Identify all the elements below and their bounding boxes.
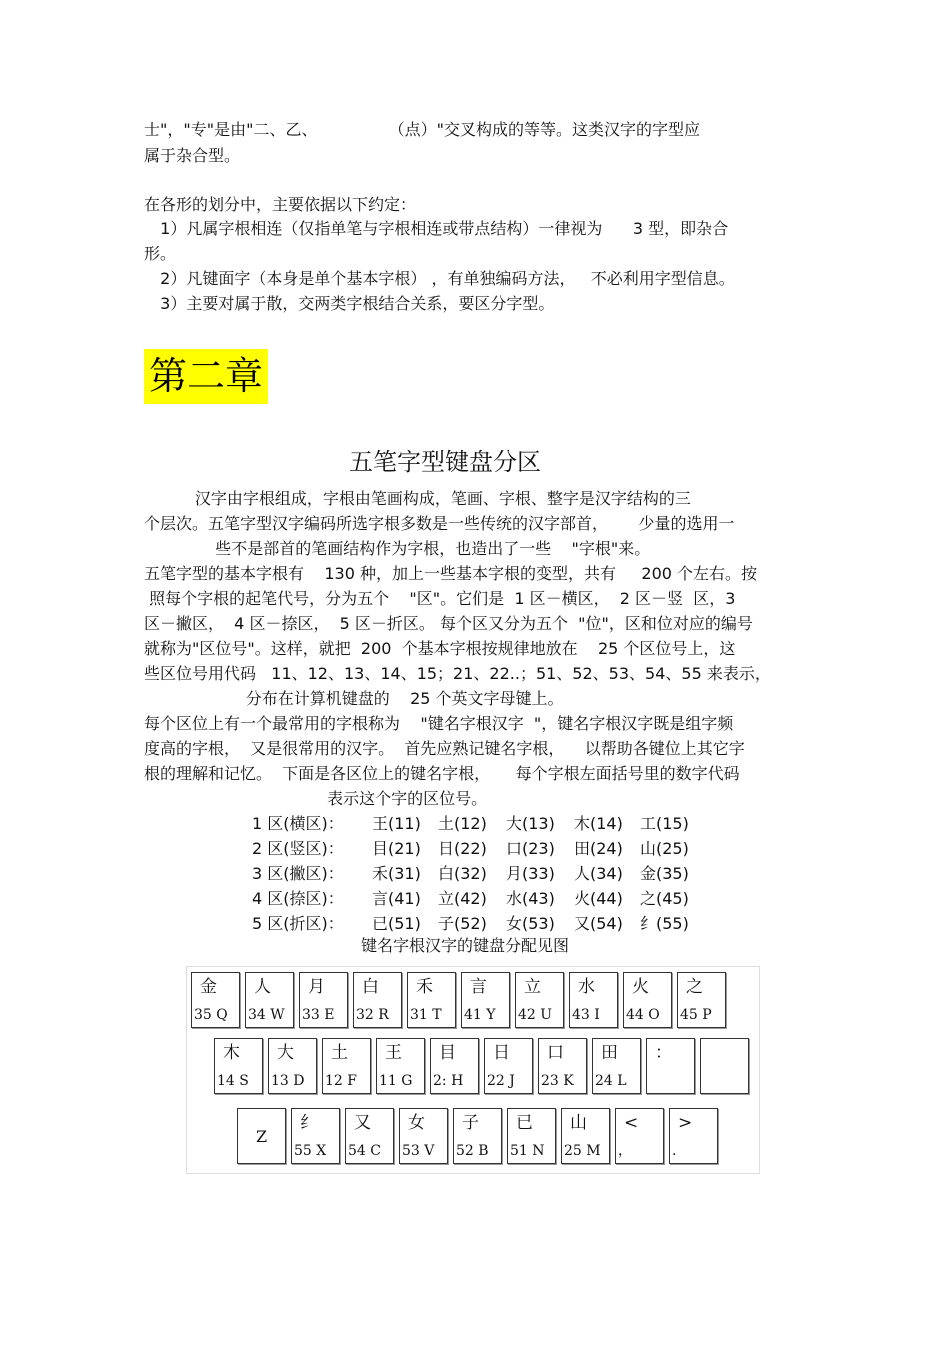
zone-root: 土(12): [438, 814, 487, 833]
key-code: 31 T: [410, 1007, 442, 1023]
body-line: 个层次。五笔字型汉字编码所选字根多数是一些传统的汉字部首， 少量的选用一: [144, 514, 735, 533]
key-code: 33 E: [302, 1007, 335, 1023]
zone-root: 之(45): [640, 889, 689, 908]
keyboard-key: [299, 972, 348, 1028]
zone-root: 已(51): [372, 914, 421, 933]
body-line: 分布在计算机键盘的 25 个英文字母键上。: [144, 689, 564, 708]
keyboard-key: [245, 972, 294, 1028]
keyboard-key: [538, 1038, 587, 1094]
zone-root: 白(32): [438, 864, 487, 883]
zone-label: 4 区(捺区)：: [252, 889, 344, 908]
key-code: Z: [255, 1127, 268, 1146]
keyboard-diagram: [186, 966, 760, 1174]
key-root: 田: [601, 1043, 618, 1063]
intro-line: 3）主要对属于散，交两类字根结合关系，要区分字型。: [150, 294, 555, 313]
key-code: 2: H: [433, 1073, 464, 1089]
keyboard-key: [507, 1108, 556, 1164]
key-root: 人: [254, 977, 271, 997]
keyboard-key: [592, 1038, 641, 1094]
zone-root: 立(42): [438, 889, 487, 908]
keyboard-key: [515, 972, 564, 1028]
key-code: 52 B: [456, 1143, 489, 1159]
zone-label: 2 区(竖区)：: [252, 839, 344, 858]
zone-root: 山(25): [640, 839, 689, 858]
keyboard-key: [669, 1108, 718, 1164]
key-root: 立: [524, 977, 541, 997]
key-code: 32 R: [356, 1007, 389, 1023]
keyboard-key: [268, 1038, 317, 1094]
key-code: .: [672, 1143, 677, 1159]
key-root: 木: [223, 1043, 240, 1063]
intro-line: 形。: [144, 244, 177, 263]
key-root: 目: [439, 1043, 456, 1063]
key-code: 34 W: [248, 1007, 285, 1023]
intro-line: 士"，"专"是由"二、乙、 （点）"交叉构成的等等。这类汉字的字型应: [144, 120, 701, 139]
keyboard-key: [569, 972, 618, 1028]
zone-root: 水(43): [506, 889, 555, 908]
intro-line: 1）凡属字根相连（仅指单笔与字根相连或带点结构）一律视为 3 型，即杂合: [150, 219, 729, 238]
keyboard-key: [615, 1108, 664, 1164]
key-root: ：: [655, 1043, 672, 1063]
keyboard-key: [453, 1108, 502, 1164]
zone-root: 纟(55): [640, 914, 689, 933]
key-code: 13 D: [271, 1073, 305, 1089]
zone-root: 又(54): [574, 914, 623, 933]
section-title: 五笔字型键盘分区: [349, 448, 541, 476]
key-root: 白: [362, 977, 379, 997]
key-root: 纟: [300, 1113, 317, 1133]
key-root: 子: [462, 1113, 479, 1133]
key-code: 54 C: [348, 1143, 381, 1159]
key-root: 大: [277, 1043, 294, 1063]
key-code: 25 M: [564, 1143, 601, 1159]
key-root: <: [624, 1113, 639, 1133]
keyboard-key: [214, 1038, 263, 1094]
body-line: 汉字由字根组成，字根由笔画构成，笔画、字根、整字是汉字结构的三: [144, 489, 691, 508]
key-root: 禾: [416, 977, 433, 997]
keyboard-key: [399, 1108, 448, 1164]
key-root: 又: [354, 1113, 371, 1133]
keyboard-key: [407, 972, 456, 1028]
keyboard-key: [700, 1038, 749, 1094]
key-root: 口: [547, 1043, 564, 1063]
body-line: 照每个字根的起笔代号，分为五个 "区"。它们是 1 区－横区， 2 区－竖 区，3: [144, 589, 736, 608]
key-code: 22 J: [487, 1073, 515, 1089]
zone-root: 木(14): [574, 814, 623, 833]
key-code: 44 O: [626, 1007, 660, 1023]
key-code: 53 V: [402, 1143, 435, 1159]
zone-root: 日(22): [438, 839, 487, 858]
key-code: 24 L: [595, 1073, 627, 1089]
zone-root: 人(34): [574, 864, 623, 883]
key-code: 42 U: [518, 1007, 553, 1023]
key-root: 水: [578, 977, 595, 997]
key-code: 35 Q: [194, 1007, 228, 1023]
body-line: 根的理解和记忆。 下面是各区位上的键名字根， 每个字根左面括号里的数字代码: [144, 764, 740, 783]
body-line: 表示这个字的区位号。: [144, 789, 488, 808]
zone-root: 子(52): [438, 914, 487, 933]
intro-line: 属于杂合型。: [144, 146, 241, 165]
zone-root: 工(15): [640, 814, 689, 833]
zone-label: 1 区(横区)：: [252, 814, 344, 833]
key-code: ，: [618, 1143, 632, 1159]
key-code: 41 Y: [464, 1007, 496, 1023]
zone-root: 言(41): [372, 889, 421, 908]
body-line: 度高的字根， 又是很常用的汉字。 首先应熟记键名字根， 以帮助各键位上其它字: [144, 739, 745, 758]
keyboard-key: [623, 972, 672, 1028]
keyboard-key: [561, 1108, 610, 1164]
keyboard-key: [376, 1038, 425, 1094]
zone-label: 3 区(撇区)：: [252, 864, 344, 883]
keyboard-key: [191, 972, 240, 1028]
key-code: 45 P: [680, 1007, 712, 1023]
key-root: >: [678, 1113, 693, 1133]
key-root: 言: [470, 977, 487, 997]
zone-root: 田(24): [574, 839, 623, 858]
keyboard-caption: 键名字根汉字的键盘分配见图: [360, 936, 569, 955]
keyboard-key: [461, 972, 510, 1028]
key-code: 12 F: [325, 1073, 357, 1089]
body-line: 些区位号用代码 11、12、13、14、15；21、22..；51、52、53、54、55 来表示，: [144, 664, 771, 683]
body-line: 些不是部首的笔画结构作为字根，也造出了一些 "字根"来。: [144, 539, 651, 558]
body-line: 五笔字型的基本字根有 130 种，加上一些基本字根的变型，共有 200 个左右。按: [144, 564, 758, 583]
key-root: 王: [385, 1043, 402, 1063]
key-root: 火: [632, 977, 649, 997]
keyboard-key: [291, 1108, 340, 1164]
key-code: 51 N: [510, 1143, 545, 1159]
zone-root: 金(35): [640, 864, 689, 883]
key-code: 55 X: [294, 1143, 327, 1159]
body-line: 每个区位上有一个最常用的字根称为 "键名字根汉字 "，键名字根汉字既是组字频: [144, 714, 734, 733]
intro-line: 在各形的划分中，主要依据以下约定：: [144, 195, 417, 214]
key-root: 金: [200, 977, 217, 997]
zone-root: 女(53): [506, 914, 555, 933]
zone-root: 目(21): [372, 839, 421, 858]
key-root: 日: [493, 1043, 510, 1063]
keyboard-key: [353, 972, 402, 1028]
keyboard-key: [430, 1038, 479, 1094]
keyboard-key: [237, 1108, 286, 1164]
keyboard-key: [345, 1108, 394, 1164]
key-code: 11 G: [379, 1073, 413, 1089]
body-line: 区－撇区， 4 区－捺区， 5 区－折区。 每个区又分为五个 "位"，区和位对应的编号: [144, 614, 753, 633]
key-root: 山: [570, 1113, 587, 1133]
key-root: 之: [686, 977, 703, 997]
key-code: 14 S: [217, 1073, 249, 1089]
zone-root: 大(13): [506, 814, 555, 833]
key-code: 43 I: [572, 1007, 600, 1023]
key-root: 女: [408, 1113, 425, 1133]
keyboard-key: [484, 1038, 533, 1094]
keyboard-key: [322, 1038, 371, 1094]
intro-line: 2）凡键面字（本身是单个基本字根） ，有单独编码方法， 不必利用字型信息。: [150, 269, 735, 288]
zone-root: 王(11): [372, 814, 421, 833]
key-root: 月: [308, 977, 325, 997]
zone-root: 禾(31): [372, 864, 421, 883]
keyboard-key: [677, 972, 726, 1028]
zone-root: 火(44): [574, 889, 623, 908]
keyboard-key: [646, 1038, 695, 1094]
key-code: 23 K: [541, 1073, 574, 1089]
body-line: 就称为"区位号"。这样，就把 200 个基本字根按规律地放在 25 个区位号上，这: [144, 639, 736, 658]
key-root: 土: [331, 1043, 348, 1063]
chapter-heading: 第二章: [144, 349, 268, 404]
zone-root: 月(33): [506, 864, 555, 883]
zone-root: 口(23): [506, 839, 555, 858]
zone-label: 5 区(折区)：: [252, 914, 344, 933]
key-root: 已: [516, 1113, 533, 1133]
